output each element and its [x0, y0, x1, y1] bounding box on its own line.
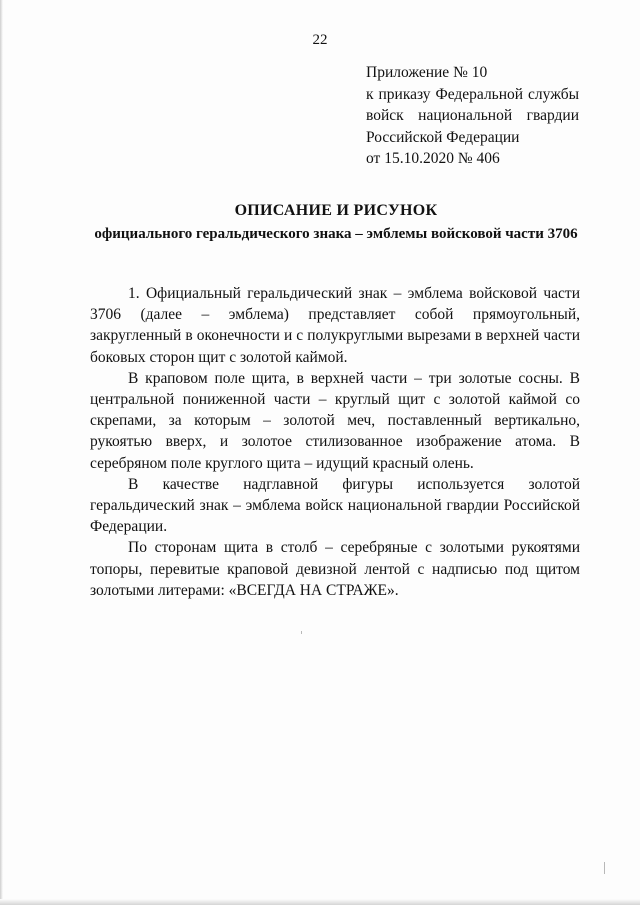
appendix-line-number: Приложение № 10: [366, 64, 488, 81]
paragraph-2: В краповом поле щита, в верхней части – три золотые сосны. В центральной пониженной части – круглый щит с золотой каймой со скрепами, за которым – золотой меч, поставленный вертикально, рукоятью вверх, и золотое стилизованное изображение атома. В серебряном поле круглого щита – идущий красный олень.: [90, 369, 580, 472]
appendix-header: [366, 62, 579, 170]
paragraph-1: 1. Официальный геральдический знак – эмблема войсковой части 3706 (далее – эмблема) представляет собой прямоугольный, закругленный в оконечности и с полукруглыми вырезами в верхней части боковых сторон щит с золотой каймой.: [90, 285, 580, 366]
paragraph-4: По сторонам щита в столб – серебряные с золотыми рукоятями топоры, перевитые краповой девизной лентой с надписью под щитом золотыми литерами: «ВСЕГДА НА СТРАЖЕ».: [90, 539, 580, 599]
appendix-line-federation: Российской Федерации: [366, 128, 520, 146]
scan-edge-bottom: [0, 899, 640, 905]
scan-edge-left: [0, 0, 3, 905]
document-subtitle: официального геральдического знака – эмблемы войсковой части 3706: [94, 226, 578, 242]
page-number: 22: [312, 32, 328, 48]
appendix-line-order: к приказу Федеральной службы: [366, 85, 579, 103]
appendix-line-service: войск национальной гвардии: [366, 107, 579, 124]
document-body: [90, 283, 580, 601]
scan-speck: [301, 631, 302, 634]
appendix-line-date: от 15.10.2020 № 406: [366, 150, 500, 167]
document-title: ОПИСАНИЕ И РИСУНОК: [234, 202, 438, 219]
scan-speck: [604, 862, 605, 874]
paragraph-3: В качестве надглавной фигуры используется золотой геральдический знак – эмблема войск национальной гвардии Российской Федерации.: [90, 475, 580, 536]
